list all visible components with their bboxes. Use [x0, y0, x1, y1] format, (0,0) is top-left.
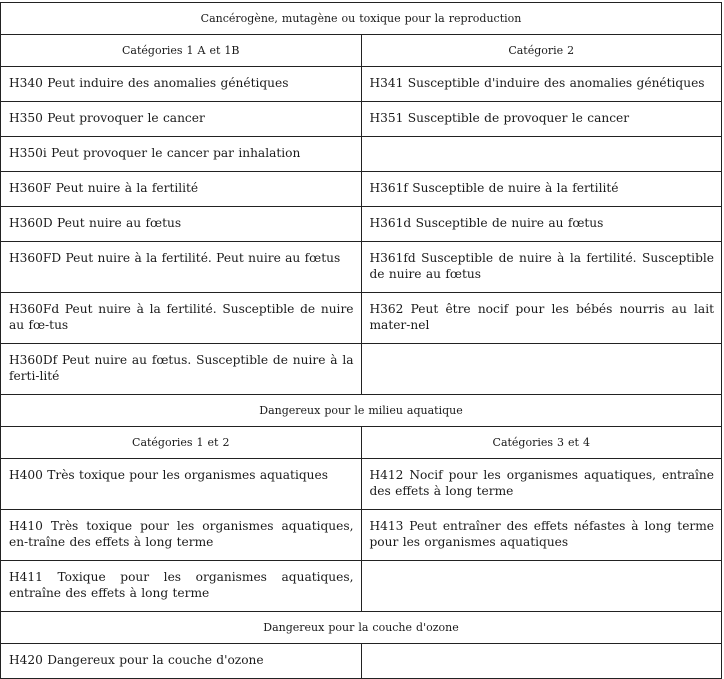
column-header-right: Catégories 3 et 4 — [361, 427, 722, 459]
table-row — [1, 242, 722, 293]
table-cell: H341 Susceptible d'induire des anomalies génétiques — [361, 67, 722, 102]
table-cell: H360D Peut nuire au fœtus — [1, 207, 362, 242]
column-header-left: Catégories 1 A et 1B — [1, 35, 362, 67]
table-cell — [361, 344, 722, 395]
table-row — [1, 510, 722, 561]
column-headers-cmr — [1, 35, 722, 67]
table-cell: H340 Peut induire des anomalies génétiques — [1, 67, 362, 102]
table-cell: H411 Toxique pour les organismes aquatiques, entraîne des effets à long terme — [1, 561, 362, 612]
table-cell: H350 Peut provoquer le cancer — [1, 102, 362, 137]
table-cell: H350i Peut provoquer le cancer par inhalation — [1, 137, 362, 172]
table-cell — [361, 137, 722, 172]
table-cell — [361, 644, 722, 679]
table-cell: H413 Peut entraîner des effets néfastes à long terme pour les organismes aquatiques — [361, 510, 722, 561]
column-header-right: Catégorie 2 — [361, 35, 722, 67]
section-header-ozone — [1, 612, 722, 644]
table-cell: H360Df Peut nuire au fœtus. Susceptible de nuire à la ferti-lité — [1, 344, 362, 395]
table-row — [1, 344, 722, 395]
table-row — [1, 207, 722, 242]
hazard-statements-table — [0, 2, 722, 679]
table-cell: H400 Très toxique pour les organismes aquatiques — [1, 459, 362, 510]
table-row — [1, 172, 722, 207]
column-headers-aquatic — [1, 427, 722, 459]
table-cell: H412 Nocif pour les organismes aquatiques, entraîne des effets à long terme — [361, 459, 722, 510]
table-cell: H351 Susceptible de provoquer le cancer — [361, 102, 722, 137]
table-cell: H360F Peut nuire à la fertilité — [1, 172, 362, 207]
column-header-left: Catégories 1 et 2 — [1, 427, 362, 459]
section-title: Cancérogène, mutagène ou toxique pour la reproduction — [1, 3, 722, 35]
section-header-aquatic — [1, 395, 722, 427]
table-cell: H360Fd Peut nuire à la fertilité. Susceptible de nuire au fœ-tus — [1, 293, 362, 344]
table-cell: H361fd Susceptible de nuire à la fertilité. Susceptible de nuire au fœtus — [361, 242, 722, 293]
table-row — [1, 644, 722, 679]
table-row — [1, 137, 722, 172]
table-cell: H420 Dangereux pour la couche d'ozone — [1, 644, 362, 679]
table-cell: H360FD Peut nuire à la fertilité. Peut nuire au fœtus — [1, 242, 362, 293]
table-cell — [361, 561, 722, 612]
table-cell: H362 Peut être nocif pour les bébés nourris au lait mater-nel — [361, 293, 722, 344]
section-title: Dangereux pour le milieu aquatique — [1, 395, 722, 427]
table-row — [1, 102, 722, 137]
table-cell: H361d Susceptible de nuire au fœtus — [361, 207, 722, 242]
table-row — [1, 293, 722, 344]
table-cell: H361f Susceptible de nuire à la fertilité — [361, 172, 722, 207]
table-row — [1, 459, 722, 510]
section-title: Dangereux pour la couche d'ozone — [1, 612, 722, 644]
table-row — [1, 67, 722, 102]
section-header-cmr — [1, 3, 722, 35]
table-cell: H410 Très toxique pour les organismes aquatiques, en-traîne des effets à long terme — [1, 510, 362, 561]
table-row — [1, 561, 722, 612]
